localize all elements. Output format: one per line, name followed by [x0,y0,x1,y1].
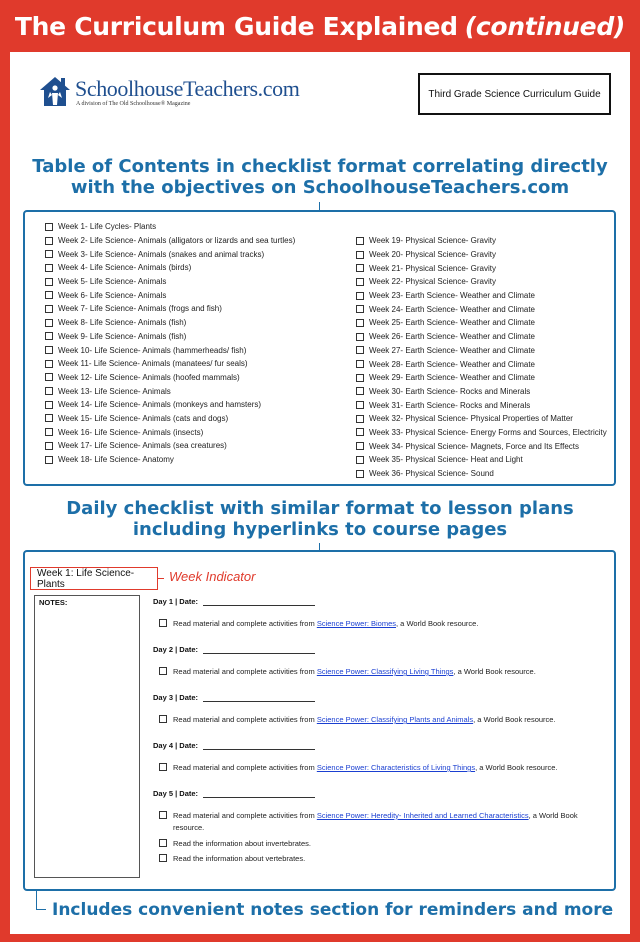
toc-item-label: Week 22- Physical Science- Gravity [369,277,497,287]
toc-item-label: Week 2- Life Science- Animals (alligators or lizards and sea turtles) [58,236,296,246]
toc-item [356,344,607,358]
checkbox[interactable] [159,715,167,723]
toc-item-label: Week 26- Earth Science- Weather and Climate [369,332,536,342]
guide-title-box: Third Grade Science Curriculum Guide [418,73,611,115]
toc-heading-line1: Table of Contents in checklist format correlating directly [32,156,608,177]
toc-item-label: Week 9- Life Science- Animals (fish) [58,331,187,341]
toc-item-label: Week 5- Life Science- Animals [58,277,167,287]
toc-item-label: Week 11- Life Science- Animals (manatees/ fur seals) [58,359,248,369]
toc-item-label: Week 7- Life Science- Animals (frogs and fish) [58,304,222,314]
toc-item [45,384,295,398]
toc-item [45,261,295,275]
day-date-line [153,692,315,702]
day-label: Day 4 | Date: [153,741,199,750]
checkbox[interactable] [356,264,364,272]
toc-item-label: Week 36- Physical Science- Sound [369,469,494,479]
task-suffix: , a World Book resource. [396,619,479,628]
task-prefix: Read material and complete activities from [173,715,317,724]
day-task [159,666,589,678]
title-continued: (continued) [464,11,626,41]
toc-item-label: Week 6- Life Science- Animals [58,290,167,300]
checkbox[interactable] [45,319,53,327]
toc-item [356,426,607,440]
task-text [173,666,536,678]
toc-item [45,220,295,234]
toc-item-label: Week 1- Life Cycles- Plants [58,222,157,232]
day-task [159,810,589,834]
toc-item-label: Week 31- Earth Science- Rocks and Minerals [369,400,531,410]
toc-checklist [23,210,616,486]
task-suffix: , a World Book resource. [453,667,536,676]
toc-item-label: Week 32- Physical Science- Physical Properties of Matter [369,414,573,424]
toc-item-label: Week 35- Physical Science- Heat and Light [369,455,523,465]
toc-heading [10,156,630,198]
checkbox[interactable] [356,333,364,341]
toc-connector [319,202,320,210]
task-text [173,762,557,774]
checkbox[interactable] [45,346,53,354]
checkbox[interactable] [356,360,364,368]
course-link[interactable]: Science Power: Classifying Living Things [316,667,454,676]
date-field[interactable] [203,596,315,606]
checkbox[interactable] [45,250,53,258]
toc-item [356,357,607,371]
checkbox[interactable] [159,763,167,771]
checkbox[interactable] [356,237,364,245]
notes-caption: Includes convenient notes section for reminders and more [52,900,614,920]
toc-item [45,371,295,385]
toc-item [45,453,295,467]
toc-item-label: Week 23- Earth Science- Weather and Climate [369,291,536,301]
toc-item-label: Week 24- Earth Science- Weather and Climate [369,304,536,314]
title-main: The Curriculum Guide Explained [14,11,458,41]
toc-item-label: Week 28- Earth Science- Weather and Climate [369,359,536,369]
toc-item-label: Week 4- Life Science- Animals (birds) [58,263,192,273]
toc-item-label: Week 30- Earth Science- Rocks and Minerals [369,386,531,396]
task-text [173,714,556,726]
toc-item [45,288,295,302]
course-link[interactable]: Science Power: Classifying Plants and Animals [316,715,474,724]
extra-task [159,853,589,865]
checkbox[interactable] [356,387,364,395]
checkbox[interactable] [356,319,364,327]
checkbox[interactable] [45,332,53,340]
toc-item [45,412,295,426]
toc-item [356,234,607,248]
day-task [159,714,589,726]
toc-item [45,357,295,371]
toc-item [45,302,295,316]
day-label: Day 5 | Date: [153,789,199,798]
toc-item-label: Week 27- Earth Science- Weather and Climate [369,345,536,355]
checkbox[interactable] [356,251,364,259]
checkbox[interactable] [45,428,53,436]
date-field[interactable] [203,692,315,702]
toc-item [356,316,607,330]
checkbox[interactable] [45,278,53,286]
toc-item [356,439,607,453]
toc-item-label: Week 14- Life Science- Animals (monkeys and hamsters) [58,400,262,410]
toc-item [45,234,295,248]
toc-item [356,385,607,399]
day-date-line [153,644,315,654]
checkbox[interactable] [45,237,53,245]
day-task [159,618,589,630]
toc-item [356,467,607,481]
date-field[interactable] [203,644,315,654]
task-suffix: , a World Book resource. [475,763,558,772]
toc-item-label: Week 18- Life Science- Anatomy [58,455,174,465]
toc-item [356,261,607,275]
checkbox[interactable] [159,839,167,847]
checkbox[interactable] [159,667,167,675]
notes-label: NOTES: [39,598,68,607]
checkbox[interactable] [356,346,364,354]
day-label: Day 1 | Date: [153,597,199,606]
toc-item-label: Week 20- Physical Science- Gravity [369,250,497,260]
checkbox[interactable] [356,278,364,286]
task-prefix: Read material and complete activities from [173,811,317,820]
toc-item-label: Week 12- Life Science- Animals (hoofed mammals) [58,372,240,382]
task-suffix: , a World Book resource. [173,811,578,832]
checkbox[interactable] [45,401,53,409]
notes-box[interactable] [34,595,140,878]
daily-heading-line2: including hyperlinks to course pages [132,519,508,540]
toc-item-label: Week 33- Physical Science- Energy Forms and Sources, Electricity [369,427,607,437]
page-title [0,0,640,52]
course-link[interactable]: Science Power: Biomes [316,619,397,628]
week-indicator-label: Week Indicator [169,569,256,584]
toc-item [45,275,295,289]
toc-item-label: Week 34- Physical Science- Magnets, Force and Its Effects [369,441,580,451]
task-prefix: Read material and complete activities from [173,619,317,628]
day-task [159,762,589,774]
checkbox[interactable] [356,292,364,300]
toc-item [356,302,607,316]
date-field[interactable] [203,740,315,750]
toc-item [356,248,607,262]
toc-item-label: Week 8- Life Science- Animals (fish) [58,318,187,328]
checkbox[interactable] [159,854,167,862]
logo-wordmark: SchoolhouseTeachers.com [75,76,300,101]
toc-item [356,453,607,467]
toc-item [45,398,295,412]
week-indicator-line [158,578,164,579]
logo-tagline: A division of The Old Schoolhouse® Magazine [76,101,191,107]
day-label: Day 2 | Date: [153,645,199,654]
toc-item [45,330,295,344]
checkbox[interactable] [356,456,364,464]
toc-item [356,275,607,289]
toc-item [356,371,607,385]
extra-task [159,838,589,850]
day-date-line [153,596,315,606]
toc-heading-line2: with the objectives on SchoolhouseTeachers.com [70,177,570,198]
checkbox[interactable] [45,223,53,231]
toc-item [45,316,295,330]
checkbox[interactable] [45,442,53,450]
task-text [173,618,478,630]
checkbox[interactable] [356,415,364,423]
checkbox[interactable] [356,428,364,436]
task-prefix: Read material and complete activities from [173,667,317,676]
checkbox[interactable] [356,401,364,409]
toc-item [45,343,295,357]
checkbox[interactable] [45,456,53,464]
toc-item [356,398,607,412]
task-text: Read the information about invertebrates. [173,839,311,848]
checkbox[interactable] [45,291,53,299]
checkbox[interactable] [356,374,364,382]
course-link[interactable]: Science Power: Heredity- Inherited and Learned Characteristics [316,811,529,820]
task-prefix: Read material and complete activities from [173,763,317,772]
day-label: Day 3 | Date: [153,693,199,702]
toc-item [45,247,295,261]
day-date-line [153,788,315,798]
day-date-line [153,740,315,750]
checkbox[interactable] [159,811,167,819]
checkbox[interactable] [159,619,167,627]
guide-sheet [10,52,630,934]
toc-item-label: Week 19- Physical Science- Gravity [369,236,497,246]
toc-item-label: Week 25- Earth Science- Weather and Climate [369,318,536,328]
schoolhouse-logo-icon [38,74,72,108]
task-text: Read the information about vertebrates. [173,854,306,863]
checkbox[interactable] [45,373,53,381]
toc-item-label: Week 29- Earth Science- Weather and Climate [369,373,536,383]
checkbox[interactable] [356,470,364,478]
toc-item-label: Week 15- Life Science- Animals (cats and dogs) [58,413,229,423]
checkbox[interactable] [45,305,53,313]
toc-item [356,330,607,344]
week-label: Week 1: Life Science- Plants [30,567,158,590]
logo [38,74,308,114]
daily-heading-line1: Daily checklist with similar format to lesson plans [66,498,574,519]
toc-item [45,425,295,439]
checkbox[interactable] [45,387,53,395]
checkbox[interactable] [45,360,53,368]
toc-item-label: Week 17- Life Science- Animals (sea creatures) [58,441,227,451]
toc-item [356,289,607,303]
toc-item-label: Week 16- Life Science- Animals (insects) [58,427,204,437]
toc-column-left [45,220,295,466]
course-link[interactable]: Science Power: Characteristics of Living Things [316,763,476,772]
toc-item-label: Week 3- Life Science- Animals (snakes and animal tracks) [58,249,265,259]
toc-item-label: Week 13- Life Science- Animals [58,386,171,396]
checkbox[interactable] [45,264,53,272]
date-field[interactable] [203,788,315,798]
task-suffix: , a World Book resource. [473,715,556,724]
checkbox[interactable] [356,442,364,450]
toc-item-label: Week 21- Physical Science- Gravity [369,263,497,273]
toc-item [356,412,607,426]
checkbox[interactable] [45,414,53,422]
toc-column-right [356,234,607,480]
checkbox[interactable] [356,305,364,313]
daily-heading [10,498,630,540]
daily-checklist [23,550,616,891]
toc-item [45,439,295,453]
task-text [173,810,589,834]
toc-item-label: Week 10- Life Science- Animals (hammerheads/ fish) [58,345,247,355]
